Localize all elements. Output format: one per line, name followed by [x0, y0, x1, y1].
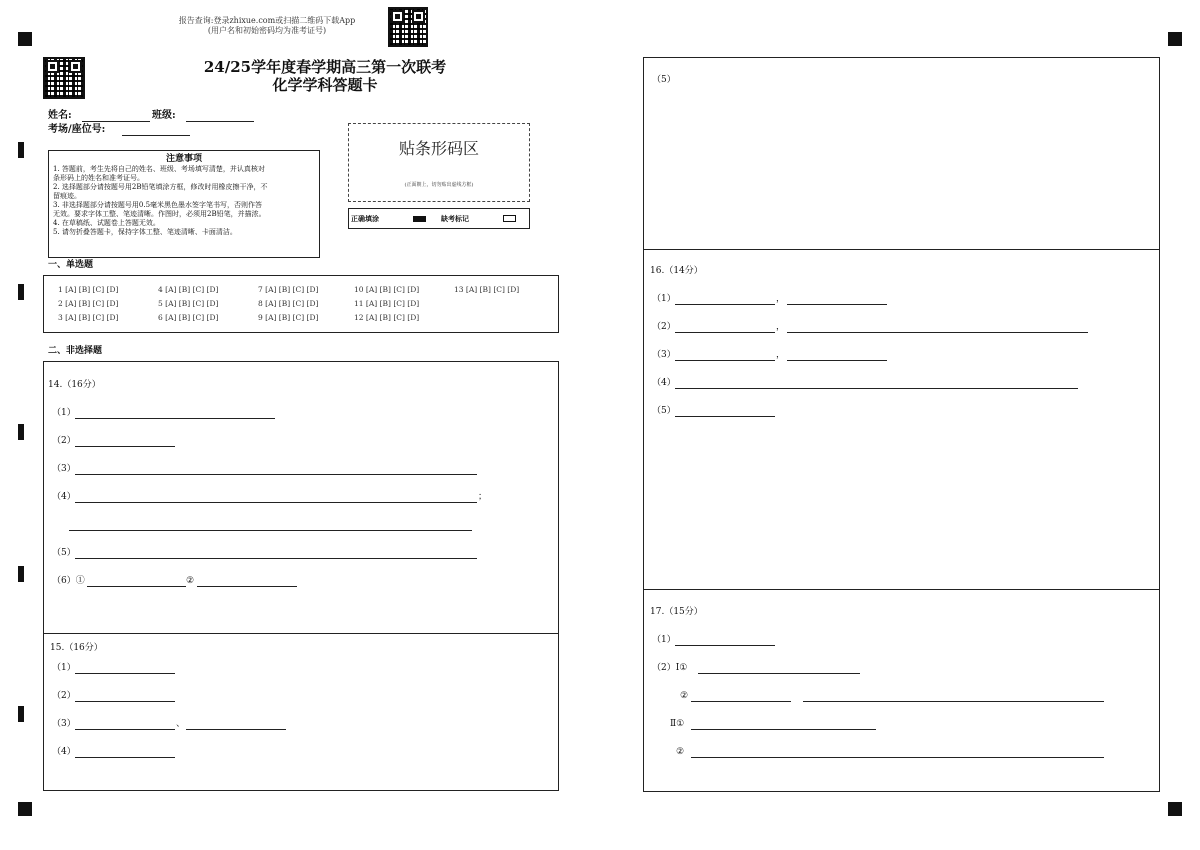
- q15-part3-answer1[interactable]: [75, 729, 175, 730]
- q16-part3-comma: ，: [776, 350, 786, 360]
- q17-part2-ii2-label: ②: [676, 747, 685, 757]
- q15-part3-separator: 、: [176, 719, 186, 729]
- mcq-q4[interactable]: 4 [A] [B] [C] [D]: [158, 285, 219, 294]
- q15-part4-answer[interactable]: [75, 757, 175, 758]
- q15-continued-box: [643, 57, 1160, 250]
- q16-part1-label: （1）: [652, 294, 676, 304]
- correct-fill-label: 正确填涂: [351, 214, 379, 223]
- q17-part2-ii1-answer[interactable]: [691, 729, 876, 730]
- q14-part4-semicolon: ；: [478, 492, 488, 502]
- q16-part4-answer[interactable]: [675, 388, 1078, 389]
- notes-item: 2. 选择题部分请按题号用2B铅笔填涂方框，修改时用橡皮擦干净，不: [53, 183, 268, 191]
- q16-part3-answer2[interactable]: [787, 360, 887, 361]
- q16-part3-label: （3）: [652, 350, 676, 360]
- q16-part1-answer1[interactable]: [675, 304, 775, 305]
- mcq-q1[interactable]: 1 [A] [B] [C] [D]: [58, 285, 119, 294]
- absent-label: 缺考标记: [441, 214, 469, 223]
- timing-mark: [18, 566, 24, 582]
- report-query-line2: (用户名和初始密码均为准考证号): [207, 26, 327, 35]
- mcq-q3[interactable]: 3 [A] [B] [C] [D]: [58, 313, 119, 322]
- q14-part2-answer[interactable]: [75, 446, 175, 447]
- notes-item: 1. 答题前，考生先将自己的姓名、班级、考场填写清楚，并认真核对: [53, 165, 265, 173]
- page-title: [150, 58, 500, 94]
- seat-field[interactable]: [122, 135, 190, 136]
- q16-part5-label: （5）: [652, 406, 676, 416]
- mcq-q5[interactable]: 5 [A] [B] [C] [D]: [158, 299, 219, 308]
- mcq-q7[interactable]: 7 [A] [B] [C] [D]: [258, 285, 319, 294]
- report-query-line1: 报告查询:登录zhixue.com或扫描二维码下载App: [178, 16, 356, 25]
- mcq-q8[interactable]: 8 [A] [B] [C] [D]: [258, 299, 319, 308]
- notes-box: [48, 150, 320, 258]
- q16-part5-answer[interactable]: [675, 416, 775, 417]
- filled-box-icon: [413, 216, 426, 222]
- q17-part2-i2-label: ②: [680, 691, 689, 701]
- q17-title: 17.（15分）: [650, 607, 703, 617]
- notes-item: 5. 请勿折叠答题卡，保持字体工整、笔迹清晰、卡面清洁。: [53, 228, 237, 236]
- q14-part6-answer1[interactable]: [87, 586, 186, 587]
- q14-part5-answer[interactable]: [75, 558, 477, 559]
- corner-mark-tr: [1168, 32, 1182, 46]
- notes-title: 注意事项: [165, 154, 202, 164]
- q14-part1-answer[interactable]: [75, 418, 275, 419]
- q15-part4-label: （4）: [52, 747, 76, 757]
- timing-mark: [18, 142, 24, 158]
- mcq-q9[interactable]: 9 [A] [B] [C] [D]: [258, 313, 319, 322]
- mcq-q2[interactable]: 2 [A] [B] [C] [D]: [58, 299, 119, 308]
- q15-part2-answer[interactable]: [75, 701, 175, 702]
- q14-part3-answer[interactable]: [75, 474, 477, 475]
- q14-part3-label: （3）: [52, 464, 76, 474]
- q16-part2-answer2[interactable]: [787, 332, 1088, 333]
- q16-part1-comma: ，: [776, 294, 786, 304]
- notes-item: 留痕迹。: [53, 192, 81, 200]
- q15-part1-answer[interactable]: [75, 673, 175, 674]
- section1-title: 一、单选题: [48, 260, 94, 270]
- class-field[interactable]: [186, 121, 254, 122]
- q16-part2-label: （2）: [652, 322, 676, 332]
- class-label: 班级:: [152, 110, 176, 121]
- report-query-text: [172, 16, 362, 36]
- q17-part2-ii1-label: Ⅱ①: [670, 719, 685, 729]
- timing-mark: [18, 284, 24, 300]
- q16-box: [643, 249, 1160, 590]
- q16-part2-answer1[interactable]: [675, 332, 775, 333]
- name-field[interactable]: [82, 121, 150, 122]
- barcode-note: (正面朝上，切勿贴出虚线方框): [404, 182, 474, 188]
- mcq-q12[interactable]: 12 [A] [B] [C] [D]: [354, 313, 420, 322]
- notes-item: 4. 在草稿纸、试题卷上答题无效。: [53, 219, 160, 227]
- q15-part3-label: （3）: [52, 719, 76, 729]
- q15-part2-label: （2）: [52, 691, 76, 701]
- q17-part2-ii2-answer[interactable]: [691, 757, 1104, 758]
- q14-title: 14.（16分）: [48, 380, 101, 390]
- timing-mark: [18, 706, 24, 722]
- mcq-q13[interactable]: 13 [A] [B] [C] [D]: [454, 285, 520, 294]
- mcq-q6[interactable]: 6 [A] [B] [C] [D]: [158, 313, 219, 322]
- q17-part2-i2-answer2[interactable]: [803, 701, 1104, 702]
- q15-part1-label: （1）: [52, 663, 76, 673]
- app-qr-code-icon: [388, 7, 428, 47]
- q14-part2-label: （2）: [52, 436, 76, 446]
- corner-mark-br: [1168, 802, 1182, 816]
- q14-part4-answer[interactable]: [75, 502, 477, 503]
- q17-part2-i2-answer1[interactable]: [691, 701, 791, 702]
- mcq-q10[interactable]: 10 [A] [B] [C] [D]: [354, 285, 420, 294]
- title-line2: 化学学科答题卡: [272, 76, 378, 94]
- q16-title: 16.（14分）: [650, 266, 703, 276]
- absent-checkbox[interactable]: [503, 215, 516, 222]
- name-label: 姓名:: [48, 110, 72, 121]
- q17-box: [643, 589, 1160, 792]
- corner-mark-tl: [18, 32, 32, 46]
- barcode-title: 贴条形码区: [398, 139, 479, 158]
- q17-part2-i1-answer[interactable]: [698, 673, 860, 674]
- q16-part3-answer1[interactable]: [675, 360, 775, 361]
- q17-part1-answer[interactable]: [675, 645, 775, 646]
- q15-title: 15.（16分）: [50, 643, 103, 653]
- timing-mark: [18, 424, 24, 440]
- q14-part4-answer-line2[interactable]: [69, 530, 472, 531]
- q15-box: [43, 633, 559, 791]
- notes-item: 无效。要求字体工整、笔迹清晰。作图时，必须用2B铅笔，并描浓。: [53, 210, 266, 218]
- q14-part4-label: （4）: [52, 492, 76, 502]
- section2-title: 二、非选择题: [48, 346, 103, 356]
- q16-part2-comma: ，: [776, 322, 786, 332]
- notes-item: 3. 非选择题部分请按题号用0.5毫米黑色墨水签字笔书写，否则作答: [53, 201, 263, 209]
- q16-part1-answer2[interactable]: [787, 304, 887, 305]
- q16-part4-label: （4）: [652, 378, 676, 388]
- corner-mark-bl: [18, 802, 32, 816]
- q17-part2-label: （2）Ⅰ①: [652, 663, 688, 673]
- q14-part6-answer2[interactable]: [197, 586, 297, 587]
- notes-item: 条形码上的姓名和准考证号。: [53, 174, 144, 182]
- q14-part6-circle2: ②: [186, 576, 195, 586]
- barcode-area: [348, 123, 530, 202]
- mcq-q11[interactable]: 11 [A] [B] [C] [D]: [354, 299, 420, 308]
- q14-part1-label: （1）: [52, 408, 76, 418]
- q15-part3-answer2[interactable]: [186, 729, 286, 730]
- fill-legend: [348, 208, 530, 229]
- title-line1: 24/25学年度春学期高三第一次联考: [203, 58, 447, 76]
- q14-part6-label: （6）①: [52, 576, 85, 586]
- q15-part5-label: （5）: [652, 75, 676, 85]
- student-qr-code-icon: [43, 57, 85, 99]
- q14-part5-label: （5）: [52, 548, 76, 558]
- seat-label: 考场/座位号:: [48, 124, 106, 135]
- q17-part1-label: （1）: [652, 635, 676, 645]
